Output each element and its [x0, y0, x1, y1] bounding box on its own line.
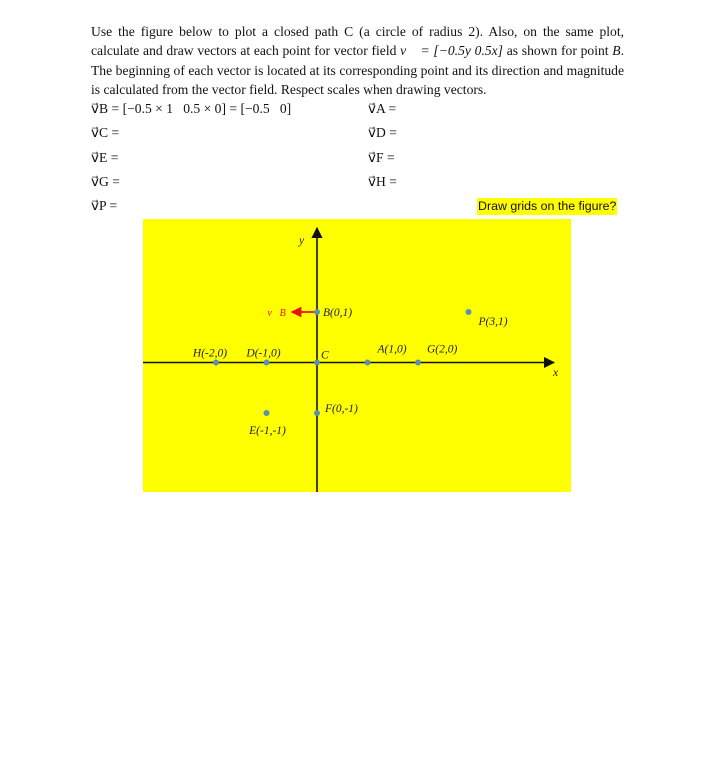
point-h — [213, 360, 219, 366]
eq-ve: v⃗E = — [91, 150, 119, 165]
problem-statement — [91, 22, 624, 99]
eq-vf: v⃗F = — [368, 150, 395, 165]
point-b-ref: B — [612, 43, 621, 59]
point-p — [466, 309, 472, 315]
point-label-p: P(3,1) — [478, 316, 508, 328]
point-label-c: C — [321, 349, 329, 362]
point-e — [264, 410, 270, 416]
point-label-f: F(0,-1) — [325, 403, 358, 415]
point-f — [314, 410, 320, 416]
point-label-b: B(0,1) — [323, 307, 353, 319]
point-g — [415, 360, 421, 366]
eq-vp: v⃗P = — [91, 198, 118, 213]
point-b — [314, 309, 320, 315]
point-a — [365, 360, 371, 366]
vector-b-label: v⃗B — [267, 308, 286, 319]
grid-note: Draw grids on the figure? — [478, 199, 617, 213]
point-label-g: G(2,0) — [427, 343, 458, 356]
field-formula: v⃗ = [−0.5y 0.5x] — [400, 43, 503, 59]
intro-part2: as shown for point — [502, 43, 613, 59]
vector-field-figure — [143, 219, 571, 492]
eq-vg: v⃗G = — [91, 174, 120, 189]
eq-vh: v⃗H = — [368, 174, 397, 189]
eq-vd: v⃗D = — [368, 125, 397, 140]
y-axis-label: y — [299, 235, 305, 247]
point-c — [314, 360, 320, 366]
eq-va: v⃗A = — [368, 101, 397, 116]
point-label-a: A(1,0) — [377, 343, 407, 356]
intro-part1: Use the figure below to plot a closed path C (a circle of radius 2). Also, on the same plot, calculate and draw vectors at each point for vector field — [91, 24, 624, 59]
eq-vb: v⃗B = [−0.5 × 1 0.5 × 0] = [−0.5 0] — [91, 101, 292, 116]
point-label-h: H(-2,0) — [192, 347, 228, 360]
x-axis-label: x — [553, 367, 559, 379]
point-d — [264, 360, 270, 366]
intro-part3: . The beginning of each vector is located at its corresponding point and its direction and magnitude is calculated from the vector field. Respect scales when drawing vectors. — [91, 43, 625, 97]
point-label-e: E(-1,-1) — [249, 425, 286, 437]
eq-vc: v⃗C = — [91, 125, 120, 140]
figure-svg — [143, 219, 571, 492]
point-label-d: D(-1,0) — [246, 347, 281, 360]
